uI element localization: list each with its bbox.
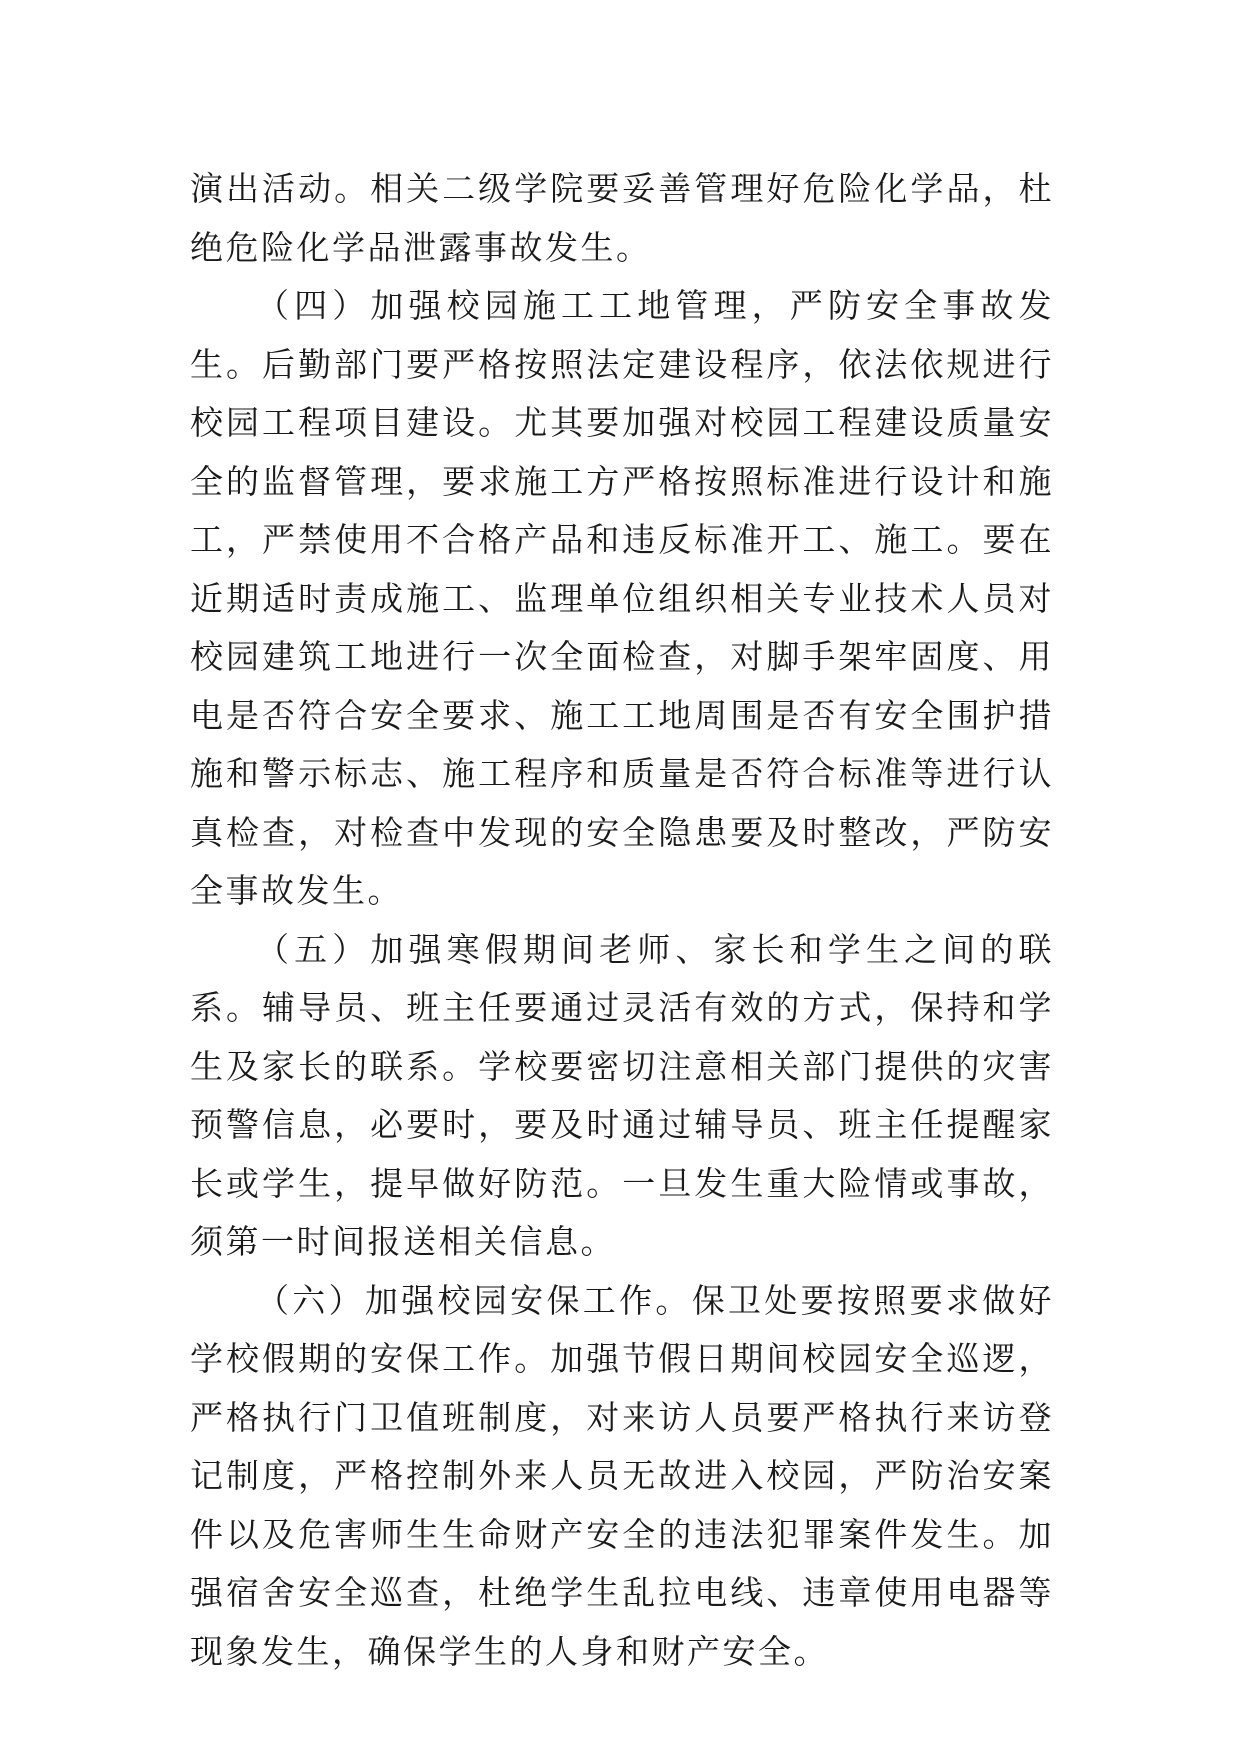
paragraph-section-6: （六）加强校园安保工作。保卫处要按照要求做好学校假期的安保工作。加强节假日期间校园安全巡逻，严格执行门卫值班制度，对来访人员要严格执行来访登记制度，严格控制外来人员无故进入校园，严防治安案件以及危害师生生命财产安全的违法犯罪案件发生。加强宿舍安全巡查，杜绝学生乱拉电线、违章使用电器等现象发生，确保学生的人身和财产安全。	[190, 1280, 1054, 1671]
paragraph-section-4: （四）加强校园施工工地管理，严防安全事故发生。后勤部门要严格按照法定建设程序，依法依规进行校园工程项目建设。尤其要加强对校园工程建设质量安全的监督管理，要求施工方严格按照标准进行设计和施工，严禁使用不合格产品和违反标准开工、施工。要在近期适时责成施工、监理单位组织相关专业技术人员对校园建筑工地进行一次全面检查，对脚手架牢固度、用电是否符合安全要求、施工工地周围是否有安全围护措施和警示标志、施工程序和质量是否符合标准等进行认真检查，对检查中发现的安全隐患要及时整改，严防安全事故发生。	[190, 286, 1054, 910]
document-body	[190, 160, 1054, 1681]
paragraph-section-5: （五）加强寒假期间老师、家长和学生之间的联系。辅导员、班主任要通过灵活有效的方式，保持和学生及家长的联系。学校要密切注意相关部门提供的灾害预警信息，必要时，要及时通过辅导员、班主任提醒家长或学生，提早做好防范。一旦发生重大险情或事故，须第一时间报送相关信息。	[190, 929, 1054, 1261]
paragraph-continuation: 演出活动。相关二级学院要妥善管理好危险化学品，杜绝危险化学品泄露事故发生。	[190, 169, 1054, 267]
